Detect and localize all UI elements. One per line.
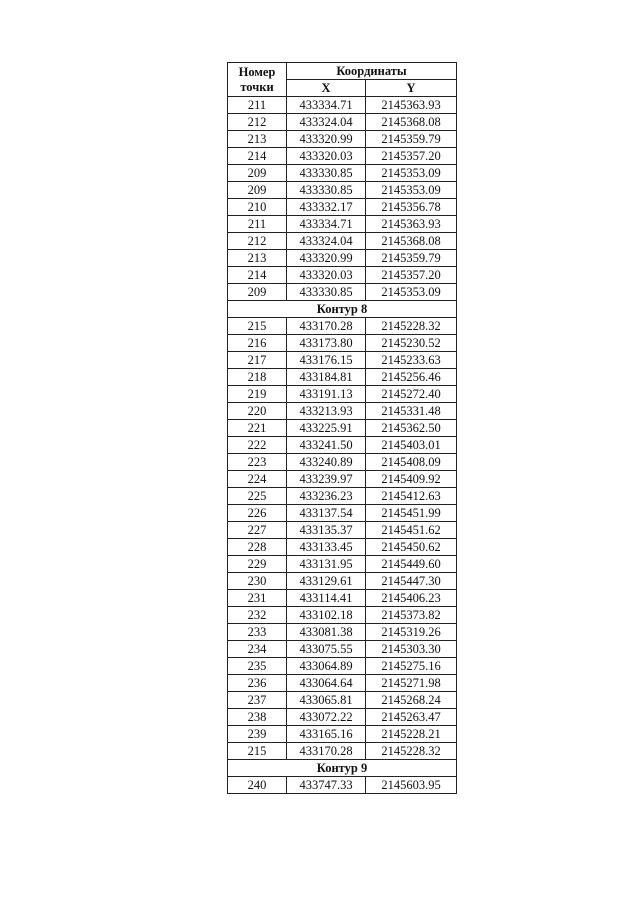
point-number-cell: 240 — [228, 777, 287, 794]
point-number-cell: 209 — [228, 284, 287, 301]
x-coordinate-cell: 433241.50 — [287, 437, 366, 454]
point-number-cell: 220 — [228, 403, 287, 420]
table-row — [228, 556, 457, 573]
x-coordinate-cell: 433332.17 — [287, 199, 366, 216]
table-row — [228, 624, 457, 641]
x-coordinate-cell: 433176.15 — [287, 352, 366, 369]
x-coordinate-cell: 433334.71 — [287, 216, 366, 233]
x-coordinate-cell: 433320.99 — [287, 131, 366, 148]
y-coordinate-cell: 2145450.62 — [366, 539, 457, 556]
y-coordinate-cell: 2145319.26 — [366, 624, 457, 641]
point-number-cell: 212 — [228, 114, 287, 131]
table-row — [228, 284, 457, 301]
point-number-cell: 215 — [228, 318, 287, 335]
x-coordinate-cell: 433330.85 — [287, 165, 366, 182]
x-coordinate-cell: 433213.93 — [287, 403, 366, 420]
section-title: Контур 9 — [228, 760, 457, 777]
x-coordinate-cell: 433334.71 — [287, 97, 366, 114]
table-row — [228, 437, 457, 454]
table-row — [228, 573, 457, 590]
x-coordinate-cell: 433129.61 — [287, 573, 366, 590]
table-row — [228, 471, 457, 488]
x-coordinate-cell: 433075.55 — [287, 641, 366, 658]
y-coordinate-cell: 2145603.95 — [366, 777, 457, 794]
x-coordinate-cell: 433239.97 — [287, 471, 366, 488]
x-coordinate-cell: 433240.89 — [287, 454, 366, 471]
y-coordinate-cell: 2145303.30 — [366, 641, 457, 658]
point-number-cell: 223 — [228, 454, 287, 471]
y-coordinate-cell: 2145256.46 — [366, 369, 457, 386]
point-number-cell: 214 — [228, 148, 287, 165]
point-number-cell: 224 — [228, 471, 287, 488]
y-coordinate-cell: 2145271.98 — [366, 675, 457, 692]
x-coordinate-cell: 433081.38 — [287, 624, 366, 641]
table-row — [228, 420, 457, 437]
point-number-cell: 211 — [228, 216, 287, 233]
x-coordinate-cell: 433064.64 — [287, 675, 366, 692]
table-row — [228, 386, 457, 403]
y-coordinate-cell: 2145412.63 — [366, 488, 457, 505]
table-row — [228, 709, 457, 726]
y-coordinate-cell: 2145447.30 — [366, 573, 457, 590]
y-coordinate-cell: 2145451.99 — [366, 505, 457, 522]
table-row — [228, 97, 457, 114]
x-coordinate-cell: 433320.03 — [287, 148, 366, 165]
x-coordinate-cell: 433065.81 — [287, 692, 366, 709]
section-title: Контур 8 — [228, 301, 457, 318]
point-number-cell: 214 — [228, 267, 287, 284]
x-coordinate-cell: 433137.54 — [287, 505, 366, 522]
table-row — [228, 318, 457, 335]
table-row — [228, 267, 457, 284]
x-coordinate-cell: 433170.28 — [287, 318, 366, 335]
y-coordinate-cell: 2145356.78 — [366, 199, 457, 216]
table-body — [228, 97, 457, 794]
point-number-cell: 213 — [228, 250, 287, 267]
x-coordinate-cell: 433324.04 — [287, 114, 366, 131]
coordinates-header: Координаты — [287, 63, 457, 80]
point-number-cell: 231 — [228, 590, 287, 607]
y-coordinate-cell: 2145357.20 — [366, 148, 457, 165]
y-coordinate-cell: 2145363.93 — [366, 97, 457, 114]
table-row — [228, 403, 457, 420]
table-row — [228, 216, 457, 233]
y-coordinate-cell: 2145272.40 — [366, 386, 457, 403]
point-number-cell: 216 — [228, 335, 287, 352]
x-coordinate-cell: 433133.45 — [287, 539, 366, 556]
x-coordinate-cell: 433225.91 — [287, 420, 366, 437]
point-number-cell: 221 — [228, 420, 287, 437]
point-number-cell: 225 — [228, 488, 287, 505]
table-row — [228, 488, 457, 505]
table-row — [228, 675, 457, 692]
y-coordinate-cell: 2145233.63 — [366, 352, 457, 369]
y-coordinate-cell: 2145408.09 — [366, 454, 457, 471]
y-header: Y — [366, 80, 457, 97]
y-coordinate-cell: 2145403.01 — [366, 437, 457, 454]
point-number-cell: 211 — [228, 97, 287, 114]
table-row — [228, 607, 457, 624]
y-coordinate-cell: 2145449.60 — [366, 556, 457, 573]
table-row — [228, 233, 457, 250]
x-coordinate-cell: 433064.89 — [287, 658, 366, 675]
x-header: X — [287, 80, 366, 97]
table-row — [228, 199, 457, 216]
table-row — [228, 658, 457, 675]
table-row — [228, 148, 457, 165]
x-coordinate-cell: 433184.81 — [287, 369, 366, 386]
table-row — [228, 743, 457, 760]
x-coordinate-cell: 433173.80 — [287, 335, 366, 352]
point-number-header-line1: Номер — [238, 64, 276, 79]
x-coordinate-cell: 433320.99 — [287, 250, 366, 267]
point-number-cell: 234 — [228, 641, 287, 658]
table-row — [228, 114, 457, 131]
x-coordinate-cell: 433135.37 — [287, 522, 366, 539]
table-row — [228, 726, 457, 743]
point-number-cell: 238 — [228, 709, 287, 726]
y-coordinate-cell: 2145359.79 — [366, 250, 457, 267]
section-row — [228, 301, 457, 318]
x-coordinate-cell: 433320.03 — [287, 267, 366, 284]
coordinates-table — [227, 62, 457, 794]
table-row — [228, 250, 457, 267]
y-coordinate-cell: 2145275.16 — [366, 658, 457, 675]
table-header — [228, 63, 457, 97]
table-row — [228, 539, 457, 556]
y-coordinate-cell: 2145359.79 — [366, 131, 457, 148]
point-number-cell: 213 — [228, 131, 287, 148]
y-coordinate-cell: 2145331.48 — [366, 403, 457, 420]
point-number-cell: 218 — [228, 369, 287, 386]
point-number-cell: 229 — [228, 556, 287, 573]
x-coordinate-cell: 433324.04 — [287, 233, 366, 250]
point-number-cell: 210 — [228, 199, 287, 216]
point-number-cell: 217 — [228, 352, 287, 369]
table-row — [228, 641, 457, 658]
y-coordinate-cell: 2145373.82 — [366, 607, 457, 624]
table-row — [228, 182, 457, 199]
y-coordinate-cell: 2145451.62 — [366, 522, 457, 539]
point-number-cell: 215 — [228, 743, 287, 760]
y-coordinate-cell: 2145228.21 — [366, 726, 457, 743]
y-coordinate-cell: 2145362.50 — [366, 420, 457, 437]
table-row — [228, 352, 457, 369]
x-coordinate-cell: 433191.13 — [287, 386, 366, 403]
y-coordinate-cell: 2145363.93 — [366, 216, 457, 233]
point-number-cell: 237 — [228, 692, 287, 709]
y-coordinate-cell: 2145353.09 — [366, 165, 457, 182]
x-coordinate-cell: 433165.16 — [287, 726, 366, 743]
point-number-cell: 209 — [228, 182, 287, 199]
table-row — [228, 165, 457, 182]
section-row — [228, 760, 457, 777]
point-number-cell: 209 — [228, 165, 287, 182]
x-coordinate-cell: 433170.28 — [287, 743, 366, 760]
point-number-cell: 233 — [228, 624, 287, 641]
table-row — [228, 777, 457, 794]
y-coordinate-cell: 2145353.09 — [366, 284, 457, 301]
point-number-cell: 239 — [228, 726, 287, 743]
point-number-cell: 226 — [228, 505, 287, 522]
table-row — [228, 369, 457, 386]
x-coordinate-cell: 433114.41 — [287, 590, 366, 607]
table-row — [228, 590, 457, 607]
y-coordinate-cell: 2145353.09 — [366, 182, 457, 199]
table-row — [228, 335, 457, 352]
x-coordinate-cell: 433131.95 — [287, 556, 366, 573]
table-row — [228, 692, 457, 709]
point-number-cell: 230 — [228, 573, 287, 590]
point-number-cell: 232 — [228, 607, 287, 624]
table-row — [228, 522, 457, 539]
y-coordinate-cell: 2145228.32 — [366, 743, 457, 760]
point-number-cell: 222 — [228, 437, 287, 454]
point-number-cell: 227 — [228, 522, 287, 539]
y-coordinate-cell: 2145263.47 — [366, 709, 457, 726]
point-number-cell: 236 — [228, 675, 287, 692]
x-coordinate-cell: 433072.22 — [287, 709, 366, 726]
x-coordinate-cell: 433330.85 — [287, 284, 366, 301]
table-row — [228, 505, 457, 522]
y-coordinate-cell: 2145268.24 — [366, 692, 457, 709]
x-coordinate-cell: 433236.23 — [287, 488, 366, 505]
y-coordinate-cell: 2145368.08 — [366, 114, 457, 131]
x-coordinate-cell: 433102.18 — [287, 607, 366, 624]
table-row — [228, 131, 457, 148]
point-number-cell: 212 — [228, 233, 287, 250]
y-coordinate-cell: 2145409.92 — [366, 471, 457, 488]
point-number-header-line2: точки — [240, 79, 274, 94]
y-coordinate-cell: 2145228.32 — [366, 318, 457, 335]
y-coordinate-cell: 2145357.20 — [366, 267, 457, 284]
y-coordinate-cell: 2145406.23 — [366, 590, 457, 607]
x-coordinate-cell: 433747.33 — [287, 777, 366, 794]
point-number-cell: 219 — [228, 386, 287, 403]
point-number-cell: 235 — [228, 658, 287, 675]
y-coordinate-cell: 2145368.08 — [366, 233, 457, 250]
table-row — [228, 454, 457, 471]
point-number-header — [228, 63, 287, 97]
x-coordinate-cell: 433330.85 — [287, 182, 366, 199]
y-coordinate-cell: 2145230.52 — [366, 335, 457, 352]
point-number-cell: 228 — [228, 539, 287, 556]
